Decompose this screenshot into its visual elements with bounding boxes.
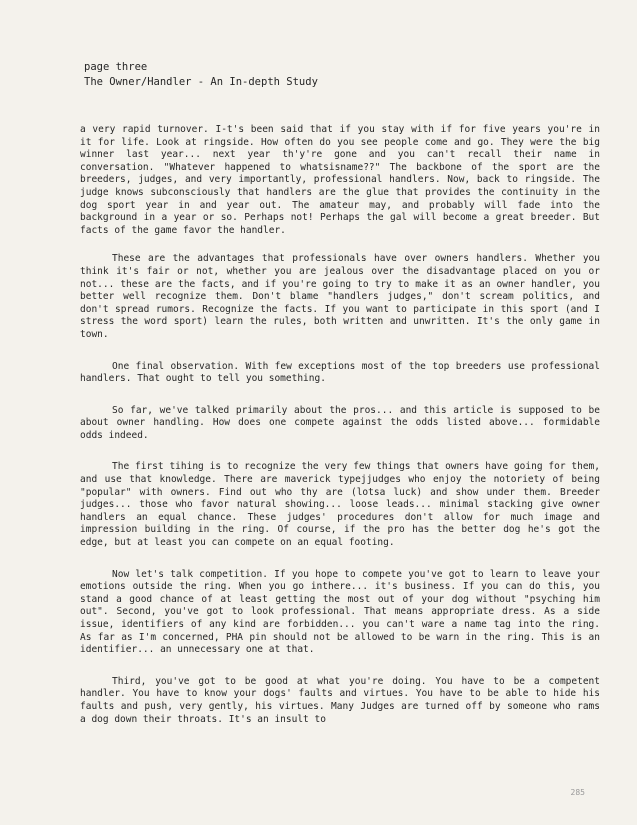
article-title: The Owner/Handler - An In-depth Study [84, 76, 318, 88]
paragraph-4: So far, we've talked primarily about the pros... and this article is supposed to be about owner handling. How does one compete against the odds listed above... formidable odds indeed. [80, 404, 600, 441]
page-header [84, 60, 318, 90]
paragraph-6: Now let's talk competition. If you hope to compete you've got to learn to leave your emotions outside the ring. When you go inthere... it's business. If you can do this, you stand a good chance of at least getting the most out of your dog without "psyching him out". Second, you've got to look professional. That means appropriate dress. As a side issue, identifiers of any kind are forbidden... you can't ware a name tag into the ring. As far as I'm concerned, PHA pin should not be allowed to be warn in the ring. This is an identifier... an unnecessary one at that. [80, 568, 600, 656]
paragraph-5: The first tihing is to recognize the very few things that owners have going for them, and use that knowledge. There are maverick typejjudges who enjoy the notoriety of being "popular" with owners. Find out who thy are (lotsa luck) and show under them. Breeder judges... those who favor natural showing... loose leads... minimal stacking give owner handlers an equal chance. These judges' procedures don't allow for much image and impression building in the ring. Of course, if the pro has the better dog he's got the edge, but at least you can compete on an equal footing. [80, 461, 600, 549]
paragraph-1: a very rapid turnover. I-t's been said that if you stay with if for five years you're in it for life. Look at ringside. How often do you see people come and go. They were the big winner last year... next year th'y're gone and you can't recall their name in conversation. "Whatever happened to whatsisname??" The backbone of the sport are the breeders, judges, and very importantly, professional handlers. Now, back to ringside. The judge knows subconsciously that handlers are the glue that provides the continuity in the dog sport year in and year out. The amateur may, and probably will fade into the background in a year or so. Perhaps not! Perhaps the gal will become a great breeder. But facts of the game favor the handler. [80, 124, 600, 236]
paragraph-3: One final observation. With few exceptions most of the top breeders use professional handlers. That ought to tell you something. [80, 360, 600, 385]
article-body [80, 124, 600, 726]
page-label: page three [84, 61, 148, 73]
page-number-mark: 285 [570, 788, 585, 797]
paragraph-2: These are the advantages that professionals have over owners handlers. Whether you think it's fair or not, whether you are jealous over the disadvantage placed on you or not... these are the facts, and if you're going to try to make it as an owner handler, you better well recognize them. Don't blame "handlers judges," don't scream politics, and don't spread rumors. Recognize the facts. If you want to participate in this sport (and I stress the word sport) learn the rules, both written and unwritten. It's the only game in town. [80, 253, 600, 340]
paragraph-7: Third, you've got to be good at what you're doing. You have to be a competent handler. You have to know your dogs' faults and virtues. You have to be able to hide his faults and push, very gently, his virtues. Many Judges are turned off by someone who rams a dog down their throats. It's an insult to [80, 675, 600, 725]
